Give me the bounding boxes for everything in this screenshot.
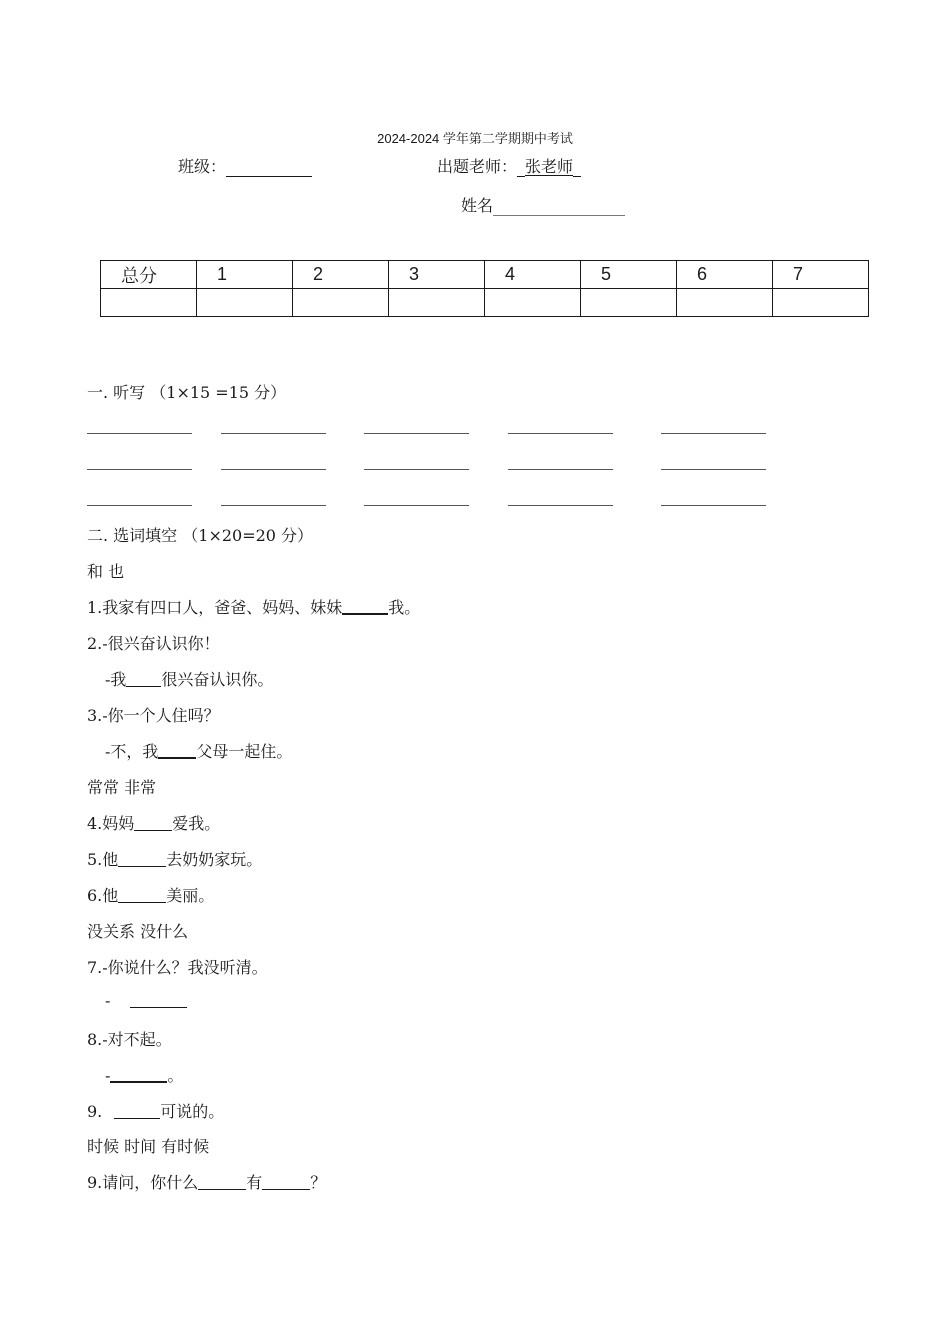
- class-field: [178, 154, 312, 177]
- score-table: [100, 260, 869, 317]
- score-header-cell: 4: [485, 261, 581, 289]
- section2-title: 二. 选词填空 （1×20=20 分）: [87, 526, 314, 545]
- dictation-blank[interactable]: [508, 433, 613, 434]
- dictation-blank[interactable]: [87, 469, 192, 470]
- teacher-name: 张老师: [525, 157, 574, 176]
- answer-blank[interactable]: [198, 1173, 246, 1190]
- question-text: -不，我: [105, 742, 159, 761]
- score-value-cell[interactable]: [773, 289, 869, 317]
- question-text: 9.: [87, 1102, 103, 1121]
- class-label: 班级：: [178, 157, 227, 176]
- dictation-blank[interactable]: [221, 469, 326, 470]
- score-header-cell: 7: [773, 261, 869, 289]
- question-9: [87, 1099, 224, 1122]
- dictation-blank[interactable]: [508, 505, 613, 506]
- question-6: [87, 883, 214, 906]
- name-field: [461, 193, 625, 216]
- answer-blank[interactable]: [118, 886, 166, 903]
- section1-title: 一. 听写 （1×15 =15 分）: [87, 383, 287, 402]
- dictation-blank[interactable]: [364, 505, 469, 506]
- dictation-blank[interactable]: [508, 469, 613, 470]
- word-choice-group-4: 时候 时间 有时候: [87, 1137, 210, 1156]
- question-text: 。: [167, 1066, 184, 1085]
- score-header-row: [101, 261, 869, 289]
- answer-blank[interactable]: [130, 991, 187, 1008]
- question-5: [87, 847, 262, 870]
- teacher-underline-pad: [517, 160, 525, 177]
- question-text: ？: [310, 1173, 327, 1192]
- name-label: 姓名: [461, 196, 494, 215]
- question-text: 美丽。: [166, 886, 215, 905]
- dictation-blank[interactable]: [221, 433, 326, 434]
- word-choice-group-1: 和 也: [87, 562, 125, 581]
- answer-blank[interactable]: [118, 850, 166, 867]
- question-text: 4.妈妈: [87, 814, 135, 833]
- answer-blank[interactable]: [342, 597, 388, 615]
- score-value-cell[interactable]: [293, 289, 389, 317]
- answer-blank[interactable]: [126, 670, 161, 687]
- question-text: -我: [105, 670, 127, 689]
- question-text: 有: [246, 1173, 263, 1192]
- answer-blank[interactable]: [114, 1102, 160, 1119]
- score-header-cell: 2: [293, 261, 389, 289]
- score-value-cell[interactable]: [677, 289, 773, 317]
- score-header-cell: 3: [389, 261, 485, 289]
- dictation-blank[interactable]: [87, 433, 192, 434]
- question-3-reply: [105, 739, 292, 762]
- answer-blank[interactable]: [110, 1065, 167, 1083]
- dictation-blank[interactable]: [221, 505, 326, 506]
- answer-blank[interactable]: [262, 1173, 310, 1190]
- teacher-label: 出题老师：: [437, 157, 518, 176]
- question-text: 我。: [388, 598, 421, 617]
- dictation-blank[interactable]: [661, 433, 766, 434]
- question-text: 6.他: [87, 886, 119, 905]
- score-header-cell: 5: [581, 261, 677, 289]
- score-value-cell[interactable]: [581, 289, 677, 317]
- question-8-reply: [105, 1063, 183, 1086]
- dictation-blank[interactable]: [364, 469, 469, 470]
- score-value-cell[interactable]: [101, 289, 197, 317]
- question-7-reply: [105, 991, 187, 1010]
- question-text: 去奶奶家玩。: [166, 850, 263, 869]
- question-8-prompt: 8.-对不起。: [87, 1030, 172, 1049]
- question-text: 9.请问，你什么: [87, 1173, 199, 1192]
- question-text: 很兴奋认识你。: [161, 670, 274, 689]
- question-text: -: [105, 1066, 111, 1085]
- teacher-underline-pad-end: [573, 160, 581, 177]
- score-header-cell: 总分: [101, 261, 197, 289]
- question-text: 可说的。: [160, 1102, 225, 1121]
- dictation-blank[interactable]: [87, 505, 192, 506]
- question-1: [87, 595, 420, 618]
- question-text: 1.我家有四口人，爸爸、妈妈、妹妹: [87, 598, 343, 617]
- question-text: -: [105, 991, 111, 1010]
- question-7-prompt: 7.-你说什么？我没听清。: [87, 958, 268, 977]
- question-text: 5.他: [87, 850, 119, 869]
- dictation-blank[interactable]: [364, 433, 469, 434]
- class-blank[interactable]: [226, 160, 312, 177]
- score-value-cell[interactable]: [389, 289, 485, 317]
- score-header-cell: 6: [677, 261, 773, 289]
- question-2-reply: [105, 667, 273, 690]
- score-header-cell: 1: [197, 261, 293, 289]
- question-text: 父母一起住。: [196, 742, 293, 761]
- score-value-cell[interactable]: [197, 289, 293, 317]
- dictation-blank[interactable]: [661, 505, 766, 506]
- word-choice-group-2: 常常 非常: [87, 778, 157, 797]
- exam-title: 2024-2024 学年第二学期期中考试: [377, 131, 573, 146]
- score-value-row: [101, 289, 869, 317]
- question-10: [87, 1170, 326, 1193]
- question-3-prompt: 3.-你一个人住吗？: [87, 706, 220, 725]
- dictation-blank[interactable]: [661, 469, 766, 470]
- question-text: 爱我。: [172, 814, 221, 833]
- answer-blank[interactable]: [158, 741, 196, 759]
- teacher-field: [437, 154, 581, 177]
- name-blank[interactable]: [493, 199, 625, 216]
- question-4: [87, 811, 220, 834]
- answer-blank[interactable]: [134, 814, 172, 831]
- word-choice-group-3: 没关系 没什么: [87, 922, 189, 941]
- score-value-cell[interactable]: [485, 289, 581, 317]
- question-2-prompt: 2.-很兴奋认识你！: [87, 634, 220, 653]
